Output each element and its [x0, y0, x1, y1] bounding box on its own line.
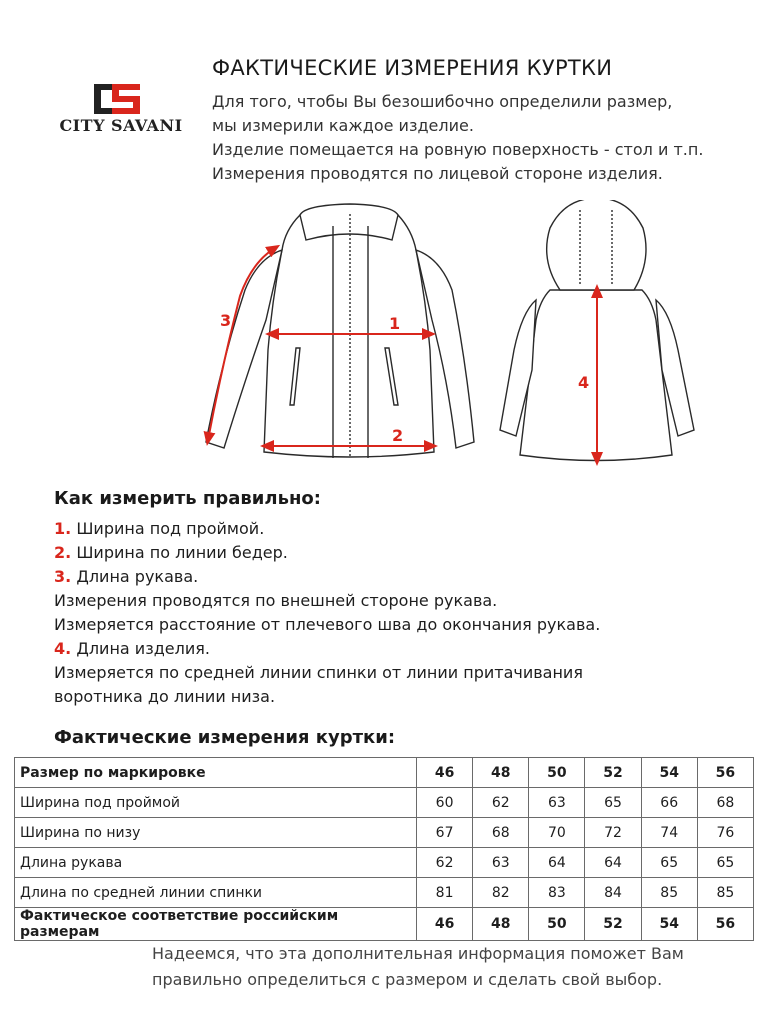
- cell: 67: [417, 818, 473, 848]
- footer-note: [152, 941, 752, 993]
- howto-item: [54, 613, 744, 637]
- cell: 56: [697, 758, 753, 788]
- howto-list: [54, 517, 744, 709]
- howto-text: Длина рукава.: [76, 567, 199, 586]
- table-row: [15, 848, 754, 878]
- brand-name: CITY SAVANI: [59, 116, 183, 135]
- cell: 76: [697, 818, 753, 848]
- cell: 63: [473, 848, 529, 878]
- howto-text: воротника до линии низа.: [54, 687, 276, 706]
- cell: 56: [697, 908, 753, 941]
- cell: 52: [585, 908, 641, 941]
- cell: 85: [641, 878, 697, 908]
- cell: 68: [697, 788, 753, 818]
- howto-text: Измерения проводятся по внешней стороне рукава.: [54, 591, 498, 610]
- cell: 84: [585, 878, 641, 908]
- table-row: [15, 758, 754, 788]
- cell: 64: [529, 848, 585, 878]
- table-row: [15, 908, 754, 941]
- cell: 62: [473, 788, 529, 818]
- row-label: Размер по маркировке: [15, 758, 417, 788]
- howto-item: [54, 589, 744, 613]
- row-label: Фактическое соответствие российским размерам: [15, 908, 417, 941]
- howto-item: [54, 517, 744, 541]
- row-label: Длина рукава: [15, 848, 417, 878]
- howto-text: Измеряется расстояние от плечевого шва до окончания рукава.: [54, 615, 601, 634]
- intro-text: [212, 90, 752, 186]
- howto-text: Измеряется по средней линии спинки от линии притачивания: [54, 663, 583, 682]
- jacket-diagrams: [200, 200, 700, 470]
- howto-text: Ширина по линии бедер.: [76, 543, 288, 562]
- cell: 62: [417, 848, 473, 878]
- cell: 54: [641, 908, 697, 941]
- measure-label-2: 2: [392, 426, 404, 445]
- brand-logo: [56, 82, 186, 142]
- howto-number: 3.: [54, 567, 72, 586]
- cell: 81: [417, 878, 473, 908]
- cell: 65: [585, 788, 641, 818]
- cell: 82: [473, 878, 529, 908]
- cell: 63: [529, 788, 585, 818]
- row-label: Длина по средней линии спинки: [15, 878, 417, 908]
- table-title: Фактические измерения куртки:: [54, 727, 396, 748]
- intro-line: Измерения проводятся по лицевой стороне изделия.: [212, 164, 663, 183]
- footer-line: Надеемся, что эта дополнительная информация поможет Вам: [152, 944, 684, 963]
- cell: 50: [529, 908, 585, 941]
- howto-text: Длина изделия.: [76, 639, 210, 658]
- cell: 74: [641, 818, 697, 848]
- cell: 66: [641, 788, 697, 818]
- table-row: [15, 788, 754, 818]
- cell: 68: [473, 818, 529, 848]
- page-title: ФАКТИЧЕСКИЕ ИЗМЕРЕНИЯ КУРТКИ: [212, 56, 613, 80]
- logo-mark: [92, 82, 142, 116]
- jacket-front-drawing: [206, 204, 474, 458]
- howto-title: Как измерить правильно:: [54, 488, 321, 509]
- howto-number: 1.: [54, 519, 72, 538]
- intro-line: Для того, чтобы Вы безошибочно определили размер,: [212, 92, 673, 111]
- cell: 83: [529, 878, 585, 908]
- howto-text: Ширина под проймой.: [76, 519, 265, 538]
- table-row: [15, 818, 754, 848]
- row-label: Ширина по низу: [15, 818, 417, 848]
- cell: 46: [417, 758, 473, 788]
- cell: 72: [585, 818, 641, 848]
- howto-item: [54, 685, 744, 709]
- row-label: Ширина под проймой: [15, 788, 417, 818]
- measure-label-3: 3: [220, 311, 232, 330]
- cell: 64: [585, 848, 641, 878]
- intro-line: Изделие помещается на ровную поверхность - стол и т.п.: [212, 140, 704, 159]
- cell: 65: [641, 848, 697, 878]
- cell: 65: [697, 848, 753, 878]
- cell: 60: [417, 788, 473, 818]
- cell: 48: [473, 758, 529, 788]
- cell: 46: [417, 908, 473, 941]
- size-table: [14, 757, 754, 941]
- table-row: [15, 878, 754, 908]
- cell: 52: [585, 758, 641, 788]
- cell: 50: [529, 758, 585, 788]
- howto-number: 2.: [54, 543, 72, 562]
- cell: 85: [697, 878, 753, 908]
- howto-item: [54, 565, 744, 589]
- footer-line: правильно определиться с размером и сделать свой выбор.: [152, 970, 663, 989]
- intro-line: мы измерили каждое изделие.: [212, 116, 474, 135]
- howto-item: [54, 541, 744, 565]
- cell: 70: [529, 818, 585, 848]
- measure-label-4: 4: [578, 373, 590, 392]
- cell: 54: [641, 758, 697, 788]
- cell: 48: [473, 908, 529, 941]
- howto-item: [54, 661, 744, 685]
- measure-label-1: 1: [389, 314, 401, 333]
- howto-number: 4.: [54, 639, 72, 658]
- howto-item: [54, 637, 744, 661]
